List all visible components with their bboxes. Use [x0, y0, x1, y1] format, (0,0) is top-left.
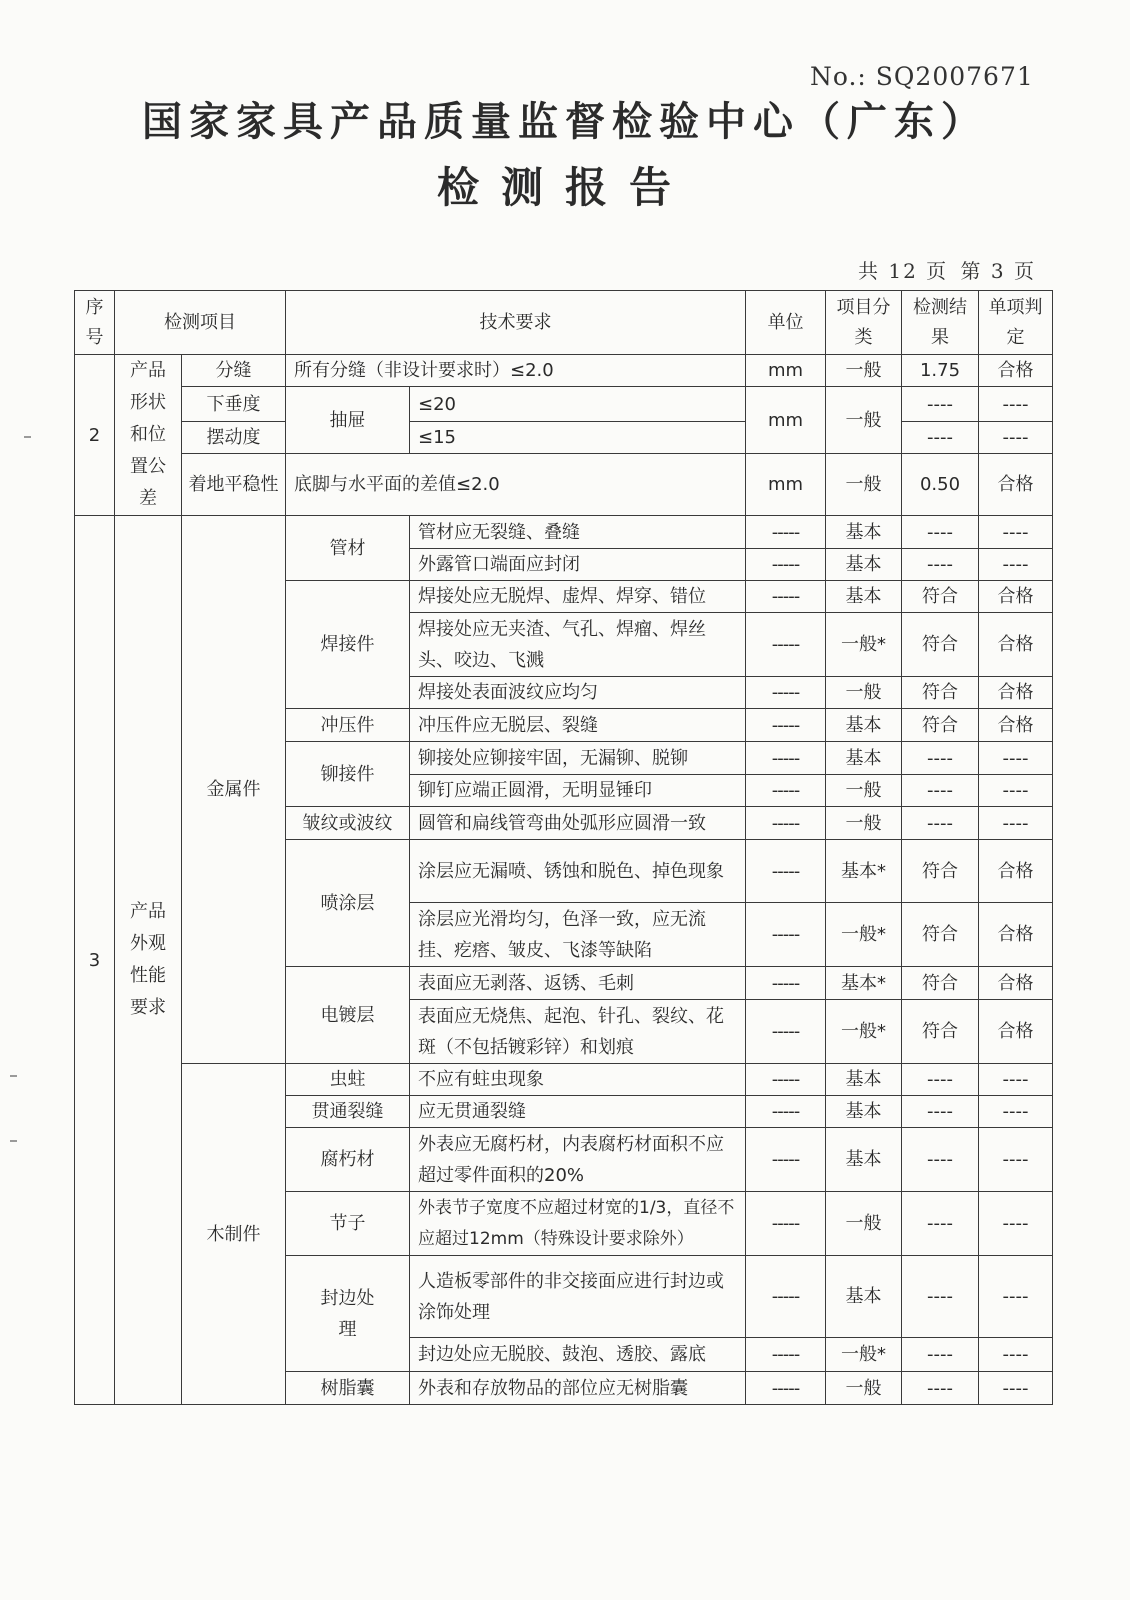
category-cell: 基本: [826, 1096, 902, 1128]
page-indicator: [858, 255, 1040, 284]
unit-cell: -----: [746, 1128, 826, 1192]
sub-item-name: 腐朽材: [286, 1128, 410, 1192]
requirement-cell: 表面应无剥落、返锈、毛刺: [410, 967, 746, 1000]
col-header-result: 检测结果: [902, 291, 979, 355]
result-cell: ----: [902, 1338, 979, 1372]
result-cell: ----: [902, 387, 979, 422]
table-row: [75, 1064, 1053, 1096]
scan-mark: [10, 1075, 17, 1077]
unit-cell: -----: [746, 1064, 826, 1096]
result-cell: 符合: [902, 613, 979, 677]
sub-item-name: 抽屉: [286, 387, 410, 454]
category-cell: 一般: [826, 807, 902, 840]
inspection-table: [74, 290, 1053, 1405]
judgement-cell: ----: [979, 549, 1053, 581]
category-cell: 一般: [826, 454, 902, 516]
unit-cell: -----: [746, 613, 826, 677]
category-cell: 基本: [826, 742, 902, 775]
judgement-cell: ----: [979, 1192, 1053, 1256]
unit-cell: -----: [746, 677, 826, 709]
judgement-cell: ----: [979, 807, 1053, 840]
requirement-cell: ≤15: [410, 422, 746, 454]
sub-item-name: 管材: [286, 516, 410, 581]
result-cell: 符合: [902, 581, 979, 613]
result-cell: 0.50: [902, 454, 979, 516]
table-row: [75, 355, 1053, 387]
category-cell: 一般*: [826, 613, 902, 677]
judgement-cell: 合格: [979, 967, 1053, 1000]
group-name: 产品外观性能要求: [115, 516, 182, 1405]
category-cell: 基本: [826, 549, 902, 581]
category-cell: 一般: [826, 677, 902, 709]
result-cell: ----: [902, 1128, 979, 1192]
judgement-cell: 合格: [979, 581, 1053, 613]
judgement-cell: ----: [979, 387, 1053, 422]
result-cell: ----: [902, 1096, 979, 1128]
category-cell: 一般: [826, 775, 902, 807]
unit-cell: mm: [746, 454, 826, 516]
item-name: 摆动度: [182, 422, 286, 454]
requirement-cell: 人造板零部件的非交接面应进行封边或涂饰处理: [410, 1256, 746, 1338]
unit-cell: -----: [746, 581, 826, 613]
group-seq: 3: [75, 516, 115, 1405]
result-cell: ----: [902, 516, 979, 549]
category-cell: 基本: [826, 1064, 902, 1096]
result-cell: 符合: [902, 840, 979, 903]
col-header-seq: 序号: [75, 291, 115, 355]
judgement-cell: ----: [979, 1256, 1053, 1338]
table-row: [75, 454, 1053, 516]
unit-cell: -----: [746, 967, 826, 1000]
requirement-cell: 焊接处应无夹渣、气孔、焊瘤、焊丝头、咬边、飞溅: [410, 613, 746, 677]
item-name: 着地平稳性: [182, 454, 286, 516]
category-cell: 基本: [826, 516, 902, 549]
result-cell: 1.75: [902, 355, 979, 387]
unit-cell: -----: [746, 1000, 826, 1064]
unit-cell: -----: [746, 709, 826, 742]
table-header-row: [75, 291, 1053, 355]
requirement-cell: 所有分缝（非设计要求时）≤2.0: [286, 355, 746, 387]
result-cell: ----: [902, 807, 979, 840]
judgement-cell: ----: [979, 775, 1053, 807]
requirement-cell: 应无贯通裂缝: [410, 1096, 746, 1128]
col-header-unit: 单位: [746, 291, 826, 355]
unit-cell: -----: [746, 1256, 826, 1338]
judgement-cell: 合格: [979, 709, 1053, 742]
requirement-cell: 铆钉应端正圆滑，无明显锤印: [410, 775, 746, 807]
category-cell: 基本: [826, 1256, 902, 1338]
result-cell: 符合: [902, 967, 979, 1000]
unit-cell: -----: [746, 903, 826, 967]
table-row: [75, 516, 1053, 549]
requirement-cell: 铆接处应铆接牢固，无漏铆、脱铆: [410, 742, 746, 775]
judgement-cell: ----: [979, 1338, 1053, 1372]
category-cell: 一般: [826, 355, 902, 387]
table-row: [75, 387, 1053, 422]
requirement-cell: 封边处应无脱胶、鼓泡、透胶、露底: [410, 1338, 746, 1372]
sub-item-name: 封边处理: [286, 1256, 410, 1372]
result-cell: ----: [902, 775, 979, 807]
unit-cell: -----: [746, 807, 826, 840]
requirement-cell: 冲压件应无脱层、裂缝: [410, 709, 746, 742]
sub-item-name: 皱纹或波纹: [286, 807, 410, 840]
requirement-cell: 焊接处表面波纹应均匀: [410, 677, 746, 709]
judgement-cell: 合格: [979, 613, 1053, 677]
judgement-cell: ----: [979, 1128, 1053, 1192]
sub-item-name: 喷涂层: [286, 840, 410, 967]
requirement-cell: 底脚与水平面的差值≤2.0: [286, 454, 746, 516]
category-metal: 金属件: [182, 516, 286, 1064]
judgement-cell: ----: [979, 422, 1053, 454]
result-cell: ----: [902, 1192, 979, 1256]
requirement-cell: 涂层应无漏喷、锈蚀和脱色、掉色现象: [410, 840, 746, 903]
item-name: 分缝: [182, 355, 286, 387]
group-name: 产品形状和位置公差: [115, 355, 182, 516]
requirement-cell: 管材应无裂缝、叠缝: [410, 516, 746, 549]
requirement-cell: 外表节子宽度不应超过材宽的1/3，直径不应超过12mm（特殊设计要求除外）: [410, 1192, 746, 1256]
sub-item-name: 冲压件: [286, 709, 410, 742]
unit-cell: mm: [746, 355, 826, 387]
unit-cell: -----: [746, 549, 826, 581]
col-header-item: 检测项目: [115, 291, 286, 355]
unit-cell: -----: [746, 1338, 826, 1372]
sub-item-name: 树脂囊: [286, 1372, 410, 1405]
unit-cell: mm: [746, 387, 826, 454]
judgement-cell: ----: [979, 516, 1053, 549]
sub-item-name: 焊接件: [286, 581, 410, 709]
result-cell: ----: [902, 1064, 979, 1096]
unit-cell: -----: [746, 840, 826, 903]
result-cell: 符合: [902, 709, 979, 742]
category-cell: 一般: [826, 1192, 902, 1256]
sub-item-name: 虫蛀: [286, 1064, 410, 1096]
result-cell: ----: [902, 422, 979, 454]
judgement-cell: ----: [979, 742, 1053, 775]
result-cell: 符合: [902, 677, 979, 709]
result-cell: ----: [902, 549, 979, 581]
sub-item-name: 铆接件: [286, 742, 410, 807]
unit-cell: -----: [746, 1372, 826, 1405]
col-header-judgement: 单项判定: [979, 291, 1053, 355]
category-cell: 基本: [826, 709, 902, 742]
category-cell: 基本: [826, 581, 902, 613]
table-row: [75, 422, 1053, 454]
category-cell: 基本*: [826, 840, 902, 903]
requirement-cell: 焊接处应无脱焊、虚焊、焊穿、错位: [410, 581, 746, 613]
col-header-requirement: 技术要求: [286, 291, 746, 355]
result-cell: 符合: [902, 903, 979, 967]
col-header-category: 项目分类: [826, 291, 902, 355]
judgement-cell: 合格: [979, 903, 1053, 967]
judgement-cell: ----: [979, 1372, 1053, 1405]
unit-cell: -----: [746, 1192, 826, 1256]
requirement-cell: ≤20: [410, 387, 746, 422]
requirement-cell: 外露管口端面应封闭: [410, 549, 746, 581]
unit-cell: -----: [746, 775, 826, 807]
result-cell: ----: [902, 1256, 979, 1338]
result-cell: ----: [902, 742, 979, 775]
category-cell: 一般*: [826, 1338, 902, 1372]
requirement-cell: 外表应无腐朽材，内表腐朽材面积不应超过零件面积的20%: [410, 1128, 746, 1192]
page-total: 共 12 页: [858, 259, 949, 283]
item-name: 下垂度: [182, 387, 286, 422]
report-number: No.: SQ2007671: [810, 62, 1034, 91]
unit-cell: -----: [746, 1096, 826, 1128]
requirement-cell: 表面应无烧焦、起泡、针孔、裂纹、花斑（不包括镀彩锌）和划痕: [410, 1000, 746, 1064]
unit-cell: -----: [746, 742, 826, 775]
scan-mark: [10, 1140, 17, 1142]
group-seq: 2: [75, 355, 115, 516]
page-current: 第 3 页: [960, 259, 1036, 283]
sub-item-name: 节子: [286, 1192, 410, 1256]
result-cell: 符合: [902, 1000, 979, 1064]
category-cell: 一般*: [826, 903, 902, 967]
judgement-cell: 合格: [979, 355, 1053, 387]
result-cell: ----: [902, 1372, 979, 1405]
judgement-cell: ----: [979, 1064, 1053, 1096]
document-title: 检测报告: [436, 163, 693, 212]
category-cell: 基本*: [826, 967, 902, 1000]
organization-title: 国家家具产品质量监督检验中心（广东）: [142, 98, 988, 145]
judgement-cell: 合格: [979, 677, 1053, 709]
category-cell: 一般: [826, 387, 902, 454]
judgement-cell: 合格: [979, 454, 1053, 516]
scan-mark: [24, 436, 31, 438]
category-cell: 基本: [826, 1128, 902, 1192]
sub-item-name: 贯通裂缝: [286, 1096, 410, 1128]
category-cell: 一般: [826, 1372, 902, 1405]
category-wood: 木制件: [182, 1064, 286, 1405]
sub-item-name: 电镀层: [286, 967, 410, 1064]
requirement-cell: 不应有蛀虫现象: [410, 1064, 746, 1096]
judgement-cell: 合格: [979, 840, 1053, 903]
requirement-cell: 涂层应光滑均匀，色泽一致，应无流挂、疙瘩、皱皮、飞漆等缺陷: [410, 903, 746, 967]
judgement-cell: 合格: [979, 1000, 1053, 1064]
judgement-cell: ----: [979, 1096, 1053, 1128]
unit-cell: -----: [746, 516, 826, 549]
requirement-cell: 外表和存放物品的部位应无树脂囊: [410, 1372, 746, 1405]
requirement-cell: 圆管和扁线管弯曲处弧形应圆滑一致: [410, 807, 746, 840]
category-cell: 一般*: [826, 1000, 902, 1064]
